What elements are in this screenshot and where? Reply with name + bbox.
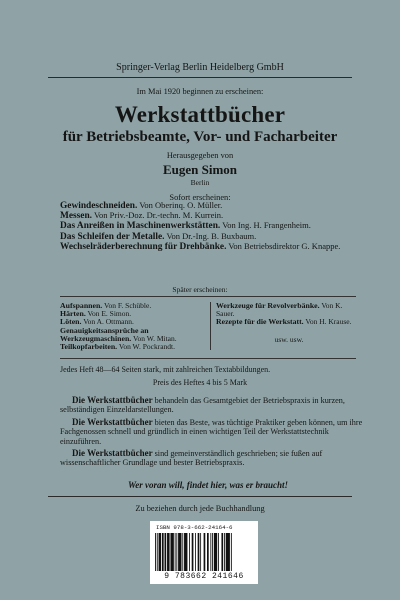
immediate-heading: Sofort erscheinen:	[169, 193, 231, 202]
later-book-entry: Werkzeuge für Revolverbänke. Von K. Sauer.	[216, 301, 343, 319]
barcode-bar	[207, 533, 209, 571]
barcode-bar	[170, 533, 173, 571]
barcode-bar	[204, 533, 206, 571]
price-info: Preis des Heftes 4 bis 5 Mark	[152, 378, 248, 387]
top-divider	[48, 77, 352, 78]
book-entry: Messen. Von Priv.-Doz. Dr.-techn. M. Kurrein.	[60, 210, 224, 222]
barcode-digits: 9 783662 241646	[164, 572, 244, 581]
later-book-entry: Rezepte für die Werkstatt. Von H. Krause.	[216, 317, 352, 327]
book-entry: Wechselräderberechnung für Drehbänke. Von Betriebsdirektor G. Knappe.	[60, 240, 341, 252]
series-subtitle: für Betriebsbeamte, Vor- und Facharbeiter	[62, 129, 338, 145]
later-books-box	[60, 296, 356, 359]
later-books-right-column	[210, 302, 362, 350]
barcode-bar	[165, 533, 167, 571]
description-paragraph: Die Werkstattbücher bieten das Beste, was tüchtige Praktiker geben können, um ihre Fachgenossen schnell und gründlich in einen wichtigen Teil der Werkstattstechnik einzuführen.	[60, 416, 363, 446]
barcode-bar	[162, 533, 164, 571]
later-book-entry: Löten. Von A. Ottmann.	[60, 317, 134, 327]
later-book-entry: Aufspannen. Von F. Schüble.	[60, 301, 152, 310]
barcode-bar	[200, 533, 201, 571]
barcode-bar	[178, 533, 181, 571]
issue-info: Jedes Heft 48—64 Seiten stark, mit zahlreichen Textabbildungen.	[60, 365, 271, 374]
barcode-bar	[184, 533, 187, 571]
book-entry: Das Schleifen der Metalle. Von Dr.-Ing. B. Buxbaum.	[60, 230, 257, 242]
later-book-entry: Genauigkeitsansprüche an Werkzeugmaschinen. Von W. Mitan.	[60, 325, 177, 343]
barcode-bar	[159, 533, 162, 571]
motto: Wer voran will, findet hier, was er braucht!	[127, 480, 289, 490]
barcode-bar	[218, 533, 219, 571]
editor-name: Eugen Simon	[162, 162, 238, 177]
availability-note: Zu beziehen durch jede Buchhandlung	[135, 504, 265, 513]
barcode-bar	[167, 533, 170, 571]
barcode-bar	[155, 533, 156, 571]
barcode-bar	[229, 533, 230, 571]
barcode-bar	[182, 533, 183, 571]
barcode-bar	[192, 533, 194, 571]
barcode-bar	[189, 533, 190, 571]
later-books-left-column	[60, 302, 207, 351]
book-entry: Das Anreißen in Maschinenwerkstätten. Von Ing. H. Frangenheim.	[60, 220, 311, 232]
later-book-entry: Härten. Von E. Simon.	[60, 309, 132, 319]
later-book-entry: usw. usw.	[274, 334, 304, 344]
barcode-bar	[224, 533, 225, 571]
series-title: Werkstattbücher	[114, 102, 286, 127]
description-paragraph: Die Werkstattbücher sind gemeinverständlich geschrieben; sie fußen auf wissenschaftlicher Grundlage und bester Betriebspraxis.	[60, 448, 323, 468]
description-block	[60, 396, 365, 468]
edited-by: Herausgegeben von	[166, 151, 234, 160]
later-heading: Später erscheinen:	[172, 285, 228, 294]
barcode-panel	[150, 521, 258, 584]
lower-divider	[48, 496, 352, 497]
barcode-graphic	[154, 533, 254, 571]
barcode-bar	[175, 533, 176, 571]
barcode-bar	[212, 533, 213, 571]
description-paragraph: Die Werkstattbücher behandeln das Gesamtgebiet der Betriebspraxis in kurzen, selbständigen Einzeldarstellungen.	[60, 395, 345, 415]
barcode-bar	[214, 533, 217, 571]
barcode-bar	[198, 533, 200, 571]
barcode-bar	[226, 533, 229, 571]
barcode-bar	[195, 533, 196, 571]
publication-intro: Im Mai 1920 beginnen zu erscheinen:	[136, 87, 264, 96]
barcode-bar	[231, 533, 232, 571]
publisher-name: Springer-Verlag Berlin Heidelberg GmbH	[116, 62, 284, 73]
isbn-label: ISBN 978-3-662-24164-6	[156, 524, 233, 531]
barcode-bar	[157, 533, 158, 571]
barcode-bar	[176, 533, 177, 571]
later-book-entry: Teilkopfarbeiten. Von W. Pockrandt.	[60, 342, 175, 352]
book-entry: Gewindeschneiden. Von Oberinq. O. Müller.	[60, 200, 223, 211]
editor-place: Berlin	[190, 178, 210, 187]
barcode-bar	[210, 533, 211, 571]
immediate-book-list	[60, 201, 365, 252]
barcode-bar	[221, 533, 223, 571]
